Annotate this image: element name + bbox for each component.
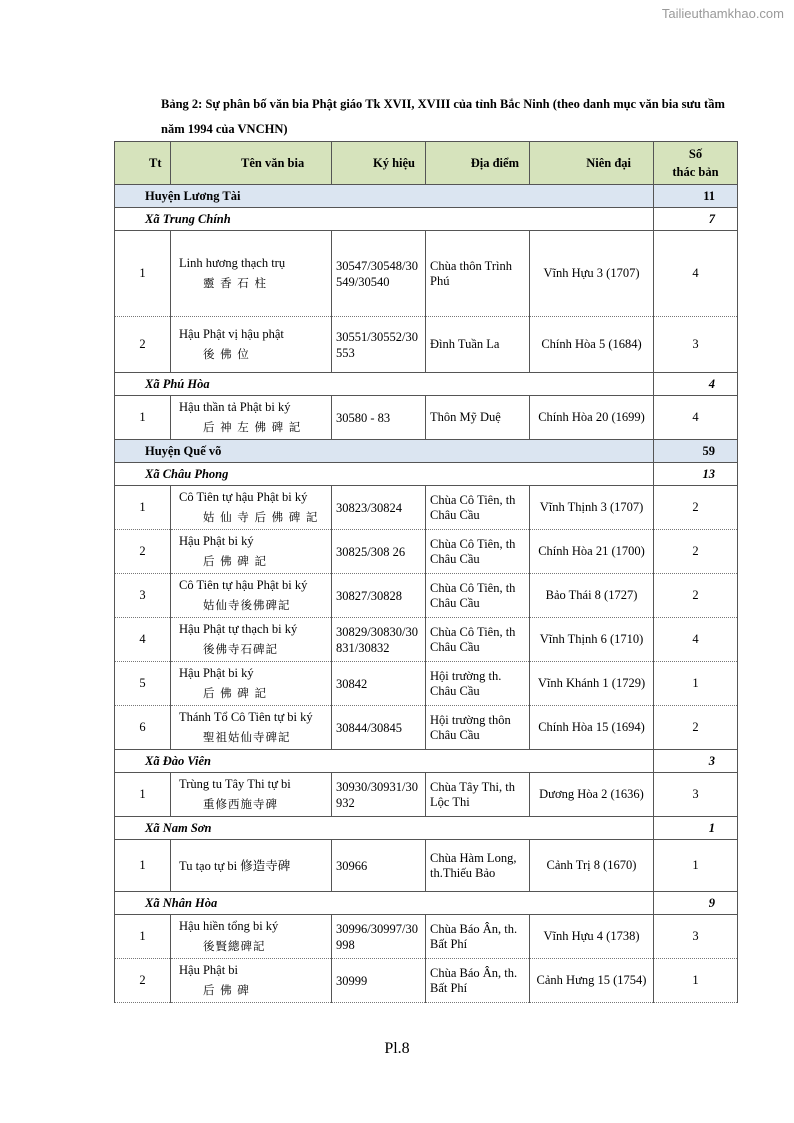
stele-name-han: 后 佛 碑 xyxy=(203,983,250,997)
table-caption: Bảng 2: Sự phân bố văn bia Phật giáo Tk XVII, XVIII của tỉnh Bắc Ninh (theo danh mục văn bia sưu tầm năm 1994 của VNCHN) xyxy=(161,97,725,136)
row-name-cell xyxy=(171,486,332,530)
stele-name-han: 后 神 左 佛 碑 記 xyxy=(203,420,302,434)
page-number: Pl.8 xyxy=(384,1040,410,1057)
row-count: 2 xyxy=(654,574,738,618)
commune-label: Xã Phú Hòa xyxy=(115,373,654,396)
row-location: Hội trường th. Châu Cầu xyxy=(426,662,530,706)
row-location: Chùa Cô Tiên, th Châu Cầu xyxy=(426,530,530,574)
stele-name-han: 靈 香 石 柱 xyxy=(203,276,267,290)
district-count: 11 xyxy=(654,185,738,208)
row-tt: 6 xyxy=(115,706,171,750)
stele-name: Hậu Phật vị hậu phật xyxy=(179,327,284,341)
row-era: Dương Hòa 2 (1636) xyxy=(530,773,654,817)
row-code: 30580 - 83 xyxy=(332,396,426,440)
row-code: 30930/30931/30932 xyxy=(332,773,426,817)
row-location: Chùa Cô Tiên, th Châu Cầu xyxy=(426,574,530,618)
table-row xyxy=(115,959,738,1003)
commune-count: 4 xyxy=(654,373,738,396)
stele-name: Hậu hiền tổng bi ký xyxy=(179,919,279,933)
table-row xyxy=(115,706,738,750)
commune-count: 1 xyxy=(654,817,738,840)
stele-name-han: 後佛寺石碑記 xyxy=(203,642,278,656)
table-row xyxy=(115,530,738,574)
stele-name-han: 姑 仙 寺 后 佛 碑 記 xyxy=(203,510,319,524)
row-name-cell xyxy=(171,231,332,317)
stele-name: Linh hương thạch trụ xyxy=(179,256,286,270)
commune-count: 13 xyxy=(654,463,738,486)
row-count: 2 xyxy=(654,530,738,574)
commune-row xyxy=(115,892,738,915)
commune-label: Xã Nhân Hòa xyxy=(115,892,654,915)
row-location: Chùa Hàm Long, th.Thiếu Bảo xyxy=(426,840,530,892)
row-count: 2 xyxy=(654,706,738,750)
row-era: Cảnh Hưng 15 (1754) xyxy=(530,959,654,1003)
district-row xyxy=(115,440,738,463)
stele-name-han: 後賢總碑記 xyxy=(203,939,266,953)
row-code: 30844/30845 xyxy=(332,706,426,750)
table-row xyxy=(115,231,738,317)
row-tt: 3 xyxy=(115,574,171,618)
row-era: Vĩnh Hựu 3 (1707) xyxy=(530,231,654,317)
row-code: 30551/30552/30553 xyxy=(332,317,426,373)
row-tt: 1 xyxy=(115,396,171,440)
header-count-line1: Số xyxy=(688,147,703,161)
stele-name: Hậu thần tả Phật bi ký xyxy=(179,400,291,414)
row-count: 3 xyxy=(654,915,738,959)
district-label: Huyện Quế võ xyxy=(115,440,654,463)
row-location: Chùa thôn Trình Phú xyxy=(426,231,530,317)
commune-row xyxy=(115,208,738,231)
row-tt: 2 xyxy=(115,530,171,574)
row-tt: 2 xyxy=(115,317,171,373)
table-row xyxy=(115,618,738,662)
row-name-cell xyxy=(171,706,332,750)
district-count: 59 xyxy=(654,440,738,463)
commune-count: 7 xyxy=(654,208,738,231)
row-name-cell xyxy=(171,773,332,817)
table-body xyxy=(115,185,738,1003)
row-location: Chùa Cô Tiên, th Châu Cầu xyxy=(426,618,530,662)
stele-name: Tu tạo tự bi 修造寺碑 xyxy=(179,858,291,873)
row-era: Chính Hòa 15 (1694) xyxy=(530,706,654,750)
header-count xyxy=(654,142,738,185)
table-header-row xyxy=(115,142,738,185)
row-count: 3 xyxy=(654,317,738,373)
stele-name: Thánh Tổ Cô Tiên tự bi ký xyxy=(179,710,313,724)
commune-row xyxy=(115,463,738,486)
commune-count: 3 xyxy=(654,750,738,773)
row-code: 30825/308 26 xyxy=(332,530,426,574)
row-era: Chính Hòa 20 (1699) xyxy=(530,396,654,440)
header-count-line2: thác bản xyxy=(672,165,719,179)
stele-name-han: 後 佛 位 xyxy=(203,347,250,361)
table-row xyxy=(115,915,738,959)
district-label: Huyện Lương Tài xyxy=(115,185,654,208)
commune-label: Xã Châu Phong xyxy=(115,463,654,486)
stele-name-han: 后 佛 碑 記 xyxy=(203,554,267,568)
row-count: 2 xyxy=(654,486,738,530)
table-row xyxy=(115,574,738,618)
row-era: Chính Hòa 5 (1684) xyxy=(530,317,654,373)
row-count: 3 xyxy=(654,773,738,817)
stele-name-han: 后 佛 碑 記 xyxy=(203,686,267,700)
row-count: 1 xyxy=(654,840,738,892)
table-row xyxy=(115,662,738,706)
header-tt: Tt xyxy=(115,142,171,185)
commune-row xyxy=(115,817,738,840)
row-code: 30999 xyxy=(332,959,426,1003)
row-era: Vĩnh Thịnh 3 (1707) xyxy=(530,486,654,530)
row-era: Bảo Thái 8 (1727) xyxy=(530,574,654,618)
row-code: 30966 xyxy=(332,840,426,892)
row-name-cell xyxy=(171,574,332,618)
row-count: 4 xyxy=(654,618,738,662)
row-tt: 4 xyxy=(115,618,171,662)
stele-name-han: 姑仙寺後佛碑記 xyxy=(203,598,291,612)
header-era: Niên đại xyxy=(530,142,654,185)
row-name-cell xyxy=(171,662,332,706)
row-era: Vĩnh Khánh 1 (1729) xyxy=(530,662,654,706)
header-name: Tên văn bia xyxy=(171,142,332,185)
row-count: 1 xyxy=(654,662,738,706)
table-row xyxy=(115,840,738,892)
row-tt: 1 xyxy=(115,486,171,530)
stele-name: Trùng tu Tây Thi tự bi xyxy=(179,777,291,791)
row-era: Vĩnh Thịnh 6 (1710) xyxy=(530,618,654,662)
commune-label: Xã Trung Chính xyxy=(115,208,654,231)
commune-row xyxy=(115,373,738,396)
watermark: Tailieuthamkhao.com xyxy=(661,6,784,21)
row-code: 30842 xyxy=(332,662,426,706)
commune-label: Xã Nam Sơn xyxy=(115,817,654,840)
commune-row xyxy=(115,750,738,773)
row-name-cell xyxy=(171,618,332,662)
row-era: Vĩnh Hựu 4 (1738) xyxy=(530,915,654,959)
row-code: 30823/30824 xyxy=(332,486,426,530)
row-tt: 1 xyxy=(115,773,171,817)
table-row xyxy=(115,396,738,440)
header-location: Địa điểm xyxy=(426,142,530,185)
header-code: Ký hiệu xyxy=(332,142,426,185)
stele-name: Hậu Phật bi ký xyxy=(179,666,254,680)
row-code: 30829/30830/30831/30832 xyxy=(332,618,426,662)
row-code: 30996/30997/30998 xyxy=(332,915,426,959)
row-location: Chùa Báo Ân, th. Bất Phí xyxy=(426,959,530,1003)
row-count: 1 xyxy=(654,959,738,1003)
stele-name-han: 聖祖姑仙寺碑記 xyxy=(203,730,291,744)
stele-name: Hậu Phật bi xyxy=(179,963,239,977)
row-era: Cảnh Trị 8 (1670) xyxy=(530,840,654,892)
stele-name: Cô Tiên tự hậu Phật bi ký xyxy=(179,578,308,592)
row-location: Chùa Tây Thi, th Lộc Thi xyxy=(426,773,530,817)
row-location: Chùa Báo Ân, th. Bất Phí xyxy=(426,915,530,959)
row-count: 4 xyxy=(654,396,738,440)
row-name-cell xyxy=(171,317,332,373)
row-tt: 2 xyxy=(115,959,171,1003)
table-row xyxy=(115,773,738,817)
row-code: 30547/30548/30549/30540 xyxy=(332,231,426,317)
row-name-cell xyxy=(171,915,332,959)
row-count: 4 xyxy=(654,231,738,317)
table-row xyxy=(115,317,738,373)
stele-name: Cô Tiên tự hậu Phật bi ký xyxy=(179,490,308,504)
row-era: Chính Hòa 21 (1700) xyxy=(530,530,654,574)
stele-table xyxy=(114,141,738,1003)
row-code: 30827/30828 xyxy=(332,574,426,618)
row-tt: 1 xyxy=(115,840,171,892)
row-location: Chùa Cô Tiên, th Châu Cầu xyxy=(426,486,530,530)
row-name-cell xyxy=(171,396,332,440)
row-name-cell xyxy=(171,840,332,892)
row-location: Thôn Mỹ Duệ xyxy=(426,396,530,440)
row-location: Đình Tuần La xyxy=(426,317,530,373)
row-tt: 1 xyxy=(115,915,171,959)
row-tt: 1 xyxy=(115,231,171,317)
district-row xyxy=(115,185,738,208)
row-name-cell xyxy=(171,530,332,574)
row-location: Hội trường thôn Châu Cầu xyxy=(426,706,530,750)
stele-name-han: 重修西施寺碑 xyxy=(203,797,278,811)
stele-name: Hậu Phật bi ký xyxy=(179,534,254,548)
row-name-cell xyxy=(171,959,332,1003)
commune-label: Xã Đào Viên xyxy=(115,750,654,773)
table-row xyxy=(115,486,738,530)
row-tt: 5 xyxy=(115,662,171,706)
stele-name: Hậu Phật tự thạch bi ký xyxy=(179,622,298,636)
commune-count: 9 xyxy=(654,892,738,915)
